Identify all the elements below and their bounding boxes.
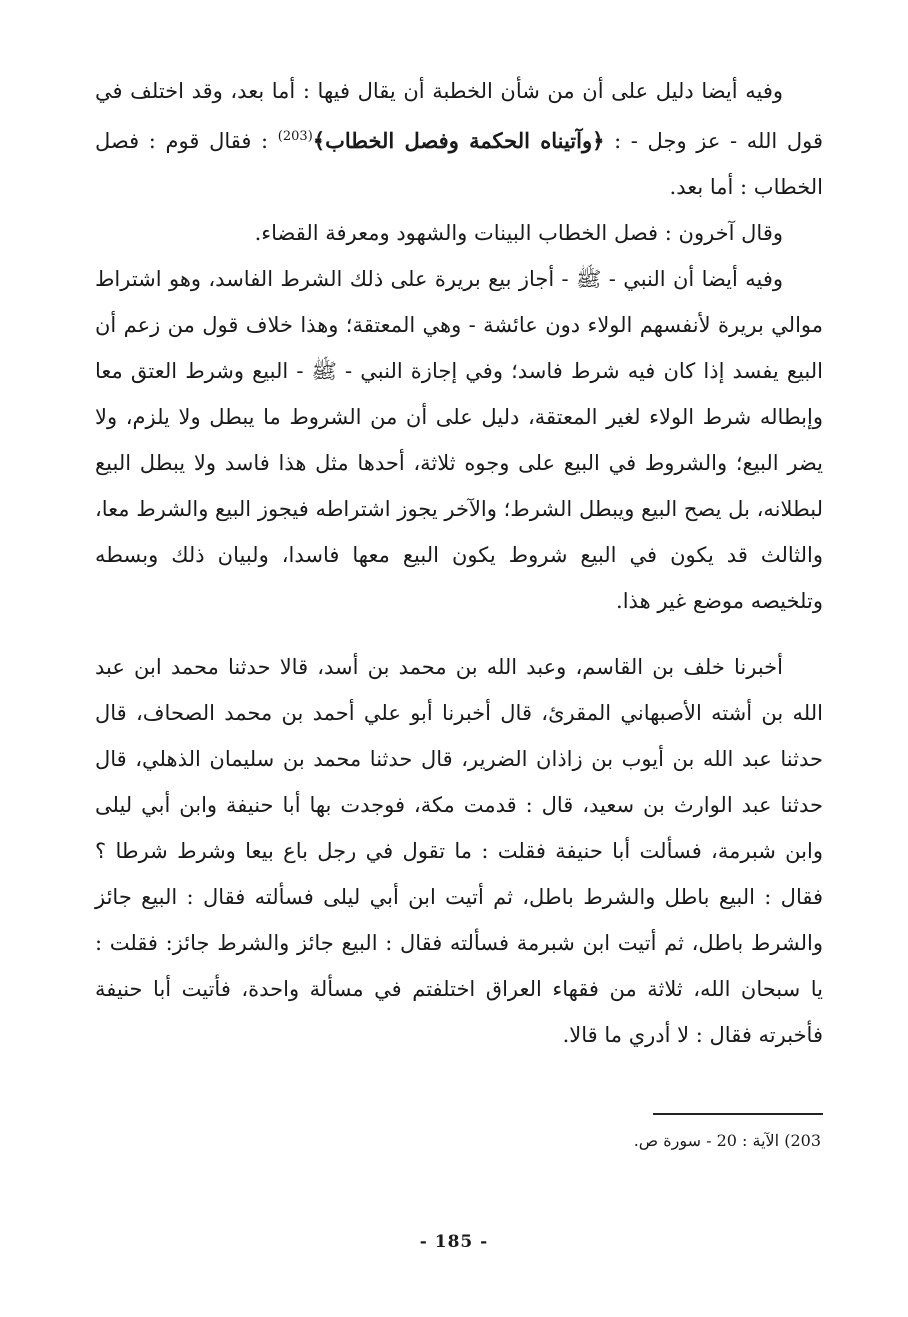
paragraph-1-text-b: : فقال قوم : فصل الخطاب : أما بعد. — [95, 129, 823, 199]
footnote-number: 203) — [784, 1131, 821, 1150]
paragraph-3: وفيه أيضا أن النبي - ﷺ - أجاز بيع بريرة على ذلك الشرط الفاسد، وهو اشتراط موالي بريرة لأنفسهم الولاء دون عائشة - وهي المعتقة؛ وهذا خلاف قول من زعم أن البيع يفسد إذا كان فيه شرط فاسد؛ وفي إجازة النبي - ﷺ - البيع وشرط العتق معا وإبطاله شرط الولاء لغير المعتقة، دليل على أن من الشروط ما يبطل ولا يلزم، ولا يضر البيع؛ والشروط في البيع على وجوه ثلاثة، أحدها مثل هذا فاسد ولا يبطل البيع لبطلانه، بل يصح البيع ويبطل الشرط؛ والآخر يجوز اشتراطه فيجوز البيع والشرط معا، والثالث قد يكون في البيع شروط يكون البيع معها فاسدا، ولبيان ذلك وبسطه وتلخيصه موضع غير هذا. — [95, 267, 823, 613]
footnote-reference: (203) — [277, 129, 313, 144]
quran-verse: ﴿وآتيناه الحكمة وفصل الخطاب﴾ — [312, 128, 605, 153]
page-number: - 185 - — [419, 1232, 489, 1252]
paragraph-gap — [95, 624, 823, 644]
footnote-text: الآية : 20 - سورة ص. — [633, 1131, 780, 1150]
main-text — [95, 68, 823, 1058]
footnote-separator — [653, 1113, 823, 1115]
paragraph-2: وقال آخرون : فصل الخطاب البينات والشهود ومعرفة القضاء. — [254, 221, 783, 245]
footnote — [634, 1128, 821, 1154]
paragraph-1 — [95, 68, 823, 210]
paragraph-1-text-a: وفيه أيضا دليل على أن من شأن الخطبة أن يقال فيها : أما بعد، وقد اختلف في قول الله - عز وجل - : — [95, 79, 824, 153]
paragraph-4: أخبرنا خلف بن القاسم، وعبد الله بن محمد بن أسد، قالا حدثنا محمد ابن عبد الله بن أشته الأصبهاني المقرئ، قال أخبرنا أبو علي أحمد بن محمد الصحاف، قال حدثنا عبد الله بن أيوب بن زاذان الضرير، قال حدثنا محمد بن سليمان الذهلي، قال حدثنا عبد الوارث بن سعيد، قال : قدمت مكة، فوجدت بها أبا حنيفة وابن أبي ليلى وابن شبرمة، فسألت أبا حنيفة فقلت : ما تقول في رجل باع بيعا وشرط شرطا ؟ فقال : البيع باطل والشرط باطل، ثم أتيت ابن أبي ليلى فسألته فقال : البيع جائز والشرط باطل، ثم أتيت ابن شبرمة فسألته فقال : البيع جائز والشرط جائز: فقلت : يا سبحان الله، ثلاثة من فقهاء العراق اختلفتم في مسألة واحدة، فأتيت أبا حنيفة فأخبرته فقال : لا أدري ما قالا. — [95, 655, 823, 1047]
